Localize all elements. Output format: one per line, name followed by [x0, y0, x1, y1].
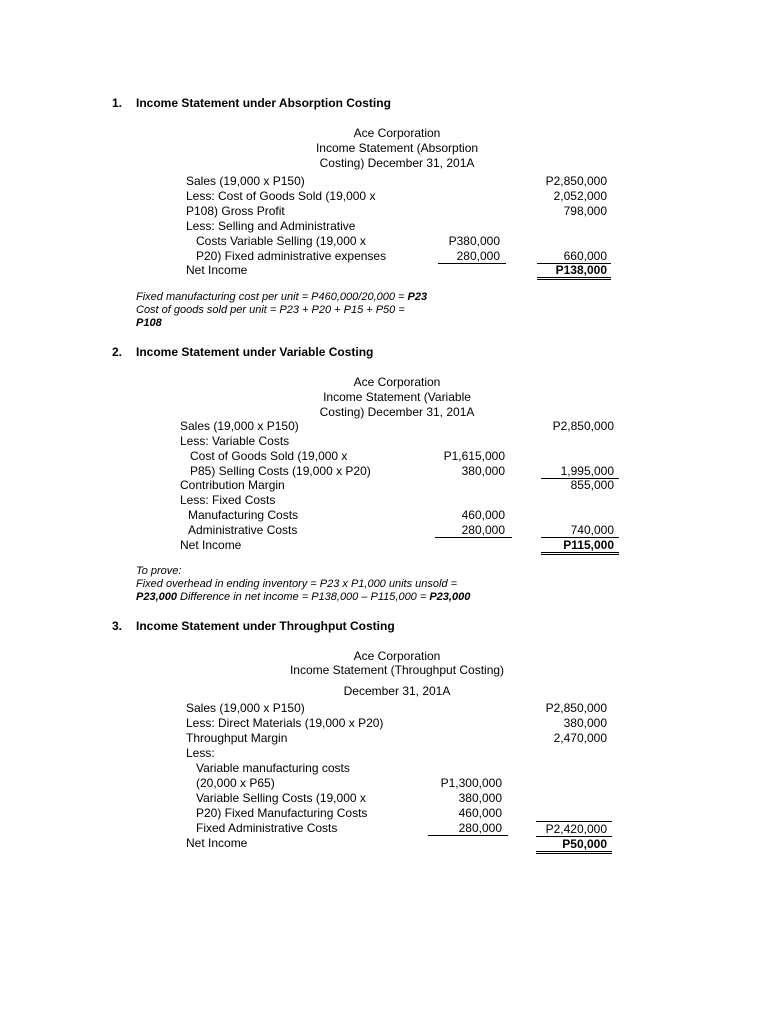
- line-item: Administrative Costs: [188, 523, 298, 537]
- amount: 280,000: [428, 821, 508, 836]
- line-item: Fixed Administrative Costs: [196, 821, 338, 835]
- amount: 380,000: [461, 464, 505, 478]
- amount: 280,000: [438, 249, 506, 264]
- line-item: P20) Fixed administrative expenses: [196, 249, 387, 263]
- line-item: Less: Selling and Administrative: [186, 219, 356, 233]
- amount: 380,000: [563, 716, 607, 730]
- net-income-amount: P115,000: [541, 538, 619, 555]
- line-item: Less: Direct Materials (19,000 x P20): [186, 716, 384, 730]
- company-name: Ace Corporation: [353, 375, 441, 389]
- amount: P1,615,000: [443, 449, 505, 463]
- amount: 740,000: [541, 523, 619, 538]
- section-heading: Income Statement under Absorption Costing: [136, 96, 391, 110]
- footnote: Fixed overhead in ending inventory = P23 x P1,000 units unsold =: [136, 578, 458, 590]
- company-name: Ace Corporation: [353, 649, 441, 663]
- line-item: Net Income: [180, 538, 242, 552]
- section-heading: Income Statement under Variable Costing: [136, 345, 374, 359]
- line-item: Net Income: [186, 263, 248, 277]
- section-number: 3.: [112, 619, 123, 633]
- amount: 460,000: [461, 508, 505, 522]
- line-item: (20,000 x P65): [196, 776, 275, 790]
- line-item: Contribution Margin: [180, 478, 285, 492]
- amount: P2,850,000: [545, 701, 607, 715]
- line-item: Less: Cost of Goods Sold (19,000 x: [186, 189, 376, 203]
- amount: 855,000: [570, 478, 614, 492]
- line-item: Variable manufacturing costs: [196, 761, 350, 775]
- amount: 2,470,000: [553, 731, 607, 745]
- section-number: 2.: [112, 345, 123, 359]
- line-item: Throughput Margin: [186, 731, 288, 745]
- line-item: Less: Fixed Costs: [180, 493, 276, 507]
- line-item: P85) Selling Costs (19,000 x P20): [190, 464, 371, 478]
- amount: 380,000: [458, 791, 502, 805]
- amount: 660,000: [537, 249, 611, 264]
- amount: P2,850,000: [545, 174, 607, 188]
- amount: P380,000: [448, 234, 500, 248]
- net-income-amount: P50,000: [536, 836, 612, 854]
- footnote: P108: [136, 317, 162, 329]
- statement-title: Income Statement (Absorption: [315, 141, 479, 155]
- line-item: Sales (19,000 x P150): [186, 174, 305, 188]
- line-item: P108) Gross Profit: [186, 204, 285, 218]
- amount: P2,850,000: [552, 419, 614, 433]
- amount: 798,000: [563, 204, 607, 218]
- statement-title: December 31, 201A: [343, 684, 451, 698]
- line-item: Cost of Goods Sold (19,000 x: [190, 449, 348, 463]
- section-number: 1.: [112, 96, 123, 110]
- section-heading: Income Statement under Throughput Costing: [136, 619, 395, 633]
- statement-title: Costing) December 31, 201A: [319, 405, 475, 419]
- line-item: Sales (19,000 x P150): [186, 701, 305, 715]
- footnote: Cost of goods sold per unit = P23 + P20 + P15 + P50 =: [136, 304, 405, 316]
- line-item: Less:: [186, 746, 215, 760]
- amount: 2,052,000: [553, 189, 607, 203]
- line-item: Sales (19,000 x P150): [180, 419, 299, 433]
- company-name: Ace Corporation: [353, 126, 441, 140]
- amount: 1,995,000: [541, 464, 619, 479]
- line-item: Costs Variable Selling (19,000 x: [196, 234, 366, 248]
- line-item: Manufacturing Costs: [188, 508, 299, 522]
- amount: P2,420,000: [536, 821, 612, 836]
- net-income-amount: P138,000: [537, 263, 611, 280]
- line-item: Less: Variable Costs: [180, 434, 290, 448]
- line-item: Variable Selling Costs (19,000 x: [196, 791, 366, 805]
- amount: P1,300,000: [440, 776, 502, 790]
- amount: 280,000: [435, 523, 512, 538]
- statement-title: Income Statement (Throughput Costing): [289, 663, 505, 677]
- footnote: Fixed manufacturing cost per unit = P460,000/20,000 = P23: [136, 291, 428, 303]
- footnote: To prove:: [136, 565, 182, 577]
- line-item: Net Income: [186, 836, 248, 850]
- amount: 460,000: [458, 806, 502, 820]
- statement-title: Income Statement (Variable: [323, 390, 471, 404]
- statement-title: Costing) December 31, 201A: [319, 156, 475, 170]
- footnote: P23,000 Difference in net income = P138,000 – P115,000 = P23,000: [136, 591, 471, 603]
- line-item: P20) Fixed Manufacturing Costs: [196, 806, 368, 820]
